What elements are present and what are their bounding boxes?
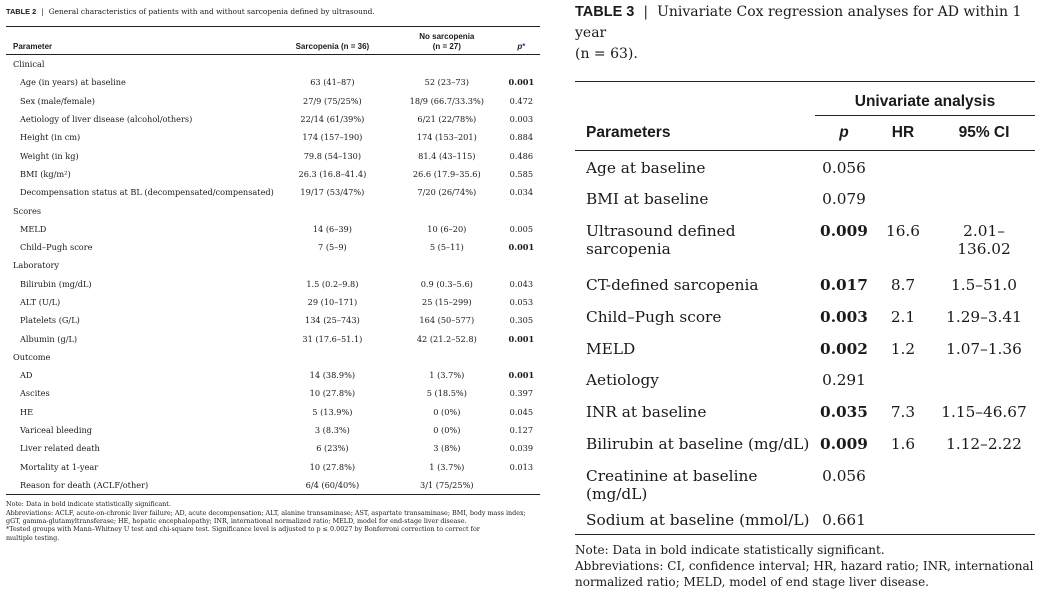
table2-cell-parameter: Age (in years) at baseline bbox=[20, 77, 126, 88]
table3-group-header-row bbox=[575, 82, 1035, 116]
table2-cell-no-sarcopenia: 6/21 (22/78%) bbox=[417, 114, 477, 125]
table2-cell-p: 0.001 bbox=[508, 77, 535, 88]
table3-cell-parameter: Child–Pugh score bbox=[586, 307, 722, 326]
table2-note-line: multiple testing. bbox=[6, 533, 60, 542]
table3-header-p bbox=[815, 116, 873, 151]
table3-cell-ci bbox=[933, 395, 1035, 427]
table2-row bbox=[6, 92, 540, 110]
table2-cell-parameter: AD bbox=[20, 370, 33, 381]
table2-cell-parameter: Weight (in kg) bbox=[20, 150, 79, 161]
table3-row bbox=[575, 459, 1035, 503]
table2-header-row bbox=[6, 27, 540, 55]
table3-label: TABLE 3 bbox=[575, 4, 635, 20]
table3-cell-ci-value: 1.12–2.22 bbox=[946, 435, 1022, 454]
table3-cell-ci bbox=[933, 300, 1035, 332]
table3-cell-parameter: BMI at baseline bbox=[586, 190, 709, 209]
table3-cell-hr: 8.7 bbox=[890, 276, 916, 295]
table3 bbox=[575, 2, 1035, 591]
table2-row bbox=[6, 220, 540, 238]
table2-cell-p: 0.001 bbox=[508, 242, 535, 253]
table2-label: TABLE 2 bbox=[6, 7, 37, 16]
table2-cell-p: 0.585 bbox=[509, 168, 534, 179]
table2-cell-p: 0.003 bbox=[509, 114, 534, 125]
table2-section-row bbox=[6, 256, 540, 274]
table2-grid bbox=[6, 26, 540, 495]
table2-cell-no-sarcopenia: 7/20 (26/74%) bbox=[417, 187, 477, 198]
table2-cell-parameter: BMI (kg/m²) bbox=[20, 168, 71, 179]
table3-cell-ci-value: 1.5–51.0 bbox=[950, 276, 1018, 295]
table2-cell-parameter: Mortality at 1-year bbox=[20, 461, 99, 472]
table3-cell-parameter: MELD bbox=[586, 339, 636, 358]
table2-cell-parameter: Ascites bbox=[20, 388, 50, 399]
table2-cell-no-sarcopenia: 164 (50–577) bbox=[419, 315, 475, 326]
table2-row bbox=[6, 238, 540, 256]
table2-row bbox=[6, 366, 540, 384]
table2-section-row bbox=[6, 55, 540, 74]
table2-cell-sarcopenia: 29 (10–171) bbox=[307, 297, 358, 307]
table2-cell-p: 0.486 bbox=[509, 150, 534, 161]
table3-row bbox=[575, 395, 1035, 427]
table2-cell-p: 0.001 bbox=[508, 370, 535, 381]
table2-section-label: Outcome bbox=[13, 351, 51, 362]
table2-cell-sarcopenia: 10 (27.8%) bbox=[309, 388, 356, 399]
table3-cell-p: 0.079 bbox=[822, 190, 866, 209]
table2 bbox=[6, 6, 540, 542]
table2-row bbox=[6, 403, 540, 421]
table2-section-row bbox=[6, 348, 540, 366]
table2-cell-sarcopenia: 14 (6–39) bbox=[312, 223, 352, 234]
table2-cell-p: 0.053 bbox=[509, 297, 534, 307]
table3-cell-p: 0.017 bbox=[820, 276, 868, 295]
table2-body bbox=[6, 55, 540, 495]
table2-header-no-sarcopenia bbox=[391, 27, 503, 55]
table2-cell-p: 0.472 bbox=[509, 95, 534, 106]
table2-cell-p: 0.127 bbox=[509, 425, 534, 436]
table3-header-p-letter: p bbox=[839, 124, 849, 141]
table3-note-line: normalized ratio; MELD, model of end stage liver disease. bbox=[575, 574, 929, 589]
table3-row bbox=[575, 214, 1035, 268]
table2-cell-sarcopenia: 174 (157–190) bbox=[302, 132, 363, 143]
table3-cell-ci bbox=[933, 182, 1035, 214]
table2-cell-parameter: Aetiology of liver disease (alcohol/others) bbox=[20, 114, 193, 125]
table2-row bbox=[6, 146, 540, 164]
table2-section-label: Clinical bbox=[13, 59, 45, 70]
table2-cell-sarcopenia: 3 (8.3%) bbox=[314, 425, 350, 436]
table3-header-hr: HR bbox=[873, 116, 933, 151]
table3-row bbox=[575, 268, 1035, 300]
table2-note-line: Note: Data in bold indicate statistically significant. bbox=[6, 500, 171, 509]
table2-row bbox=[6, 476, 540, 495]
table2-cell-no-sarcopenia: 0 (0%) bbox=[433, 425, 461, 436]
table2-note-line: *Tested groups with Mann–Whitney U test and chi-square test. Significance level is adjusted to p ≤ 0.0027 by Bonferroni correction to correct for bbox=[6, 525, 480, 534]
table2-cell-parameter: Platelets (G/L) bbox=[20, 315, 80, 326]
table2-cell-parameter: Sex (male/female) bbox=[20, 95, 95, 106]
table2-cell-sarcopenia: 6/4 (60/40%) bbox=[274, 476, 391, 495]
table2-caption bbox=[6, 6, 540, 18]
table3-notes bbox=[575, 543, 1035, 590]
table3-cell-ci bbox=[933, 214, 1035, 268]
table2-row bbox=[6, 293, 540, 311]
table2-section-label: Scores bbox=[13, 205, 42, 216]
table2-cell-no-sarcopenia: 1 (3.7%) bbox=[429, 461, 465, 472]
table2-notes bbox=[6, 500, 540, 542]
table3-cell-ci bbox=[933, 268, 1035, 300]
table3-cell-p: 0.035 bbox=[820, 403, 868, 422]
table2-header-sarcopenia: Sarcopenia (n = 36) bbox=[274, 27, 391, 55]
table2-row bbox=[6, 329, 540, 347]
table2-header-p-letter: p bbox=[517, 42, 523, 51]
table2-cell-parameter: ALT (U/L) bbox=[20, 297, 61, 307]
table2-cell-p: 0.013 bbox=[509, 461, 534, 472]
table3-group-header-spacer bbox=[575, 82, 815, 116]
table2-cell-sarcopenia: 19/17 (53/47%) bbox=[300, 187, 365, 198]
table2-cell-no-sarcopenia: 26.6 (17.9–35.6) bbox=[412, 168, 481, 179]
table3-row bbox=[575, 332, 1035, 364]
table3-row bbox=[575, 300, 1035, 332]
table2-cell-parameter: Albumin (g/L) bbox=[20, 333, 78, 344]
table3-note-line: Note: Data in bold indicate statistically significant. bbox=[575, 543, 885, 558]
table2-cell-parameter: Decompensation status at BL (decompensated/compensated) bbox=[20, 187, 274, 198]
table3-cell-hr bbox=[873, 503, 933, 535]
table2-cell-no-sarcopenia: 42 (21.2–52.8) bbox=[416, 333, 477, 344]
table2-cell-no-sarcopenia: 52 (23–73) bbox=[424, 77, 469, 88]
table3-header-parameters: Parameters bbox=[575, 116, 815, 151]
table3-cell-p: 0.056 bbox=[822, 159, 866, 177]
table2-header-no-sarcopenia-line1: No sarcopenia bbox=[419, 32, 475, 41]
table2-cell-sarcopenia: 6 (23%) bbox=[316, 443, 349, 454]
table3-cell-ci-value: 1.15–46.67 bbox=[941, 403, 1027, 422]
table2-cell-p: 0.305 bbox=[509, 315, 534, 326]
table2-note-line: gGT, gamma-glutamyltransferase; HE, hepatic encephalopathy; INR, international normalized ratio; MELD, model for end-stage liver disease. bbox=[6, 516, 467, 525]
table2-row bbox=[6, 275, 540, 293]
table3-cell-hr: 7.3 bbox=[890, 403, 916, 422]
table3-header-ci: 95% CI bbox=[933, 116, 1035, 151]
table2-cell-sarcopenia: 5 (13.9%) bbox=[312, 406, 353, 417]
table2-cell-no-sarcopenia: 3 (8%) bbox=[433, 443, 461, 454]
table3-cell-hr: 1.6 bbox=[890, 435, 916, 454]
table2-cell-no-sarcopenia: 5 (18.5%) bbox=[426, 388, 467, 399]
table3-cell-parameter: Ultrasound defined sarcopenia bbox=[586, 222, 736, 259]
table2-row bbox=[6, 421, 540, 439]
table2-cell-sarcopenia: 14 (38.9%) bbox=[309, 370, 356, 381]
table2-cell-parameter: Variceal bleeding bbox=[20, 425, 93, 436]
table2-row bbox=[6, 110, 540, 128]
table2-header-parameter: Parameter bbox=[6, 27, 274, 55]
table3-title-line2: (n = 63). bbox=[575, 46, 638, 62]
table2-title: General characteristics of patients with and without sarcopenia defined by ultrasound. bbox=[48, 7, 375, 16]
table2-header-no-sarcopenia-line2: (n = 27) bbox=[432, 42, 461, 51]
table3-cell-ci-value: 1.29–3.41 bbox=[946, 307, 1022, 326]
table2-row bbox=[6, 73, 540, 91]
table2-section-label: Laboratory bbox=[13, 260, 60, 271]
table2-cell-sarcopenia: 31 (17.6–51.1) bbox=[302, 333, 363, 344]
table3-header-row bbox=[575, 116, 1035, 151]
table3-cell-p: 0.291 bbox=[822, 371, 866, 390]
table3-row bbox=[575, 503, 1035, 535]
table2-cell-no-sarcopenia: 81.4 (43–115) bbox=[418, 150, 476, 161]
table2-cell-p: 0.045 bbox=[509, 406, 534, 417]
table3-cell-hr bbox=[873, 182, 933, 214]
table2-cell-no-sarcopenia: 174 (153–201) bbox=[416, 132, 477, 143]
table3-row bbox=[575, 182, 1035, 214]
table3-cell-hr: 2.1 bbox=[890, 307, 916, 326]
table3-cell-parameter: INR at baseline bbox=[586, 403, 707, 422]
table2-cell-parameter: Liver related death bbox=[20, 443, 100, 454]
table2-cell-parameter: Reason for death (ACLF/other) bbox=[6, 476, 274, 495]
table2-cell-parameter: Bilirubin (mg/dL) bbox=[20, 278, 92, 289]
table2-cell-no-sarcopenia: 0 (0%) bbox=[433, 406, 461, 417]
table2-cell-no-sarcopenia: 5 (5–11) bbox=[429, 242, 464, 253]
table2-caption-separator: | bbox=[41, 7, 44, 16]
table2-cell-no-sarcopenia: 18/9 (66.7/33.3%) bbox=[409, 95, 484, 106]
table2-row bbox=[6, 439, 540, 457]
table3-title-line1: Univariate Cox regression analyses for AD within 1 year bbox=[575, 4, 1022, 41]
table2-cell-parameter: MELD bbox=[20, 223, 47, 234]
table3-cell-ci bbox=[933, 363, 1035, 395]
table3-note-line: Abbreviations: CI, confidence interval; HR, hazard ratio; INR, international bbox=[575, 558, 1034, 573]
table2-row bbox=[6, 165, 540, 183]
table2-cell-sarcopenia: 26.3 (16.8–41.4) bbox=[298, 168, 367, 179]
table2-header-p-footnote-mark: * bbox=[522, 42, 526, 51]
table2-row bbox=[6, 458, 540, 476]
table3-cell-p: 0.009 bbox=[820, 222, 868, 241]
table2-cell-p: 0.005 bbox=[509, 223, 534, 234]
table3-row bbox=[575, 427, 1035, 459]
table2-cell-p: 0.043 bbox=[509, 278, 534, 289]
table3-cell-hr bbox=[873, 363, 933, 395]
table3-cell-ci bbox=[933, 151, 1035, 183]
table3-cell-ci bbox=[933, 503, 1035, 535]
table2-cell-sarcopenia: 10 (27.8%) bbox=[309, 461, 356, 472]
table2-cell-sarcopenia: 63 (41–87) bbox=[310, 77, 355, 88]
table3-cell-p: 0.009 bbox=[820, 435, 868, 454]
table3-grid bbox=[575, 81, 1035, 535]
table3-cell-parameter: Sodium at baseline (mmol/L) bbox=[575, 503, 815, 535]
table2-cell-p bbox=[503, 476, 540, 495]
table2-cell-p: 0.884 bbox=[509, 132, 534, 143]
table2-section-row bbox=[6, 201, 540, 219]
table2-cell-parameter: Child–Pugh score bbox=[20, 242, 93, 253]
table2-row bbox=[6, 311, 540, 329]
table3-group-header: Univariate analysis bbox=[815, 82, 1035, 116]
table3-cell-parameter: Aetiology bbox=[586, 371, 659, 390]
table2-cell-sarcopenia: 1.5 (0.2–9.8) bbox=[306, 278, 359, 289]
table2-cell-p: 0.001 bbox=[508, 333, 535, 344]
table2-cell-p: 0.397 bbox=[509, 388, 534, 399]
table2-row bbox=[6, 384, 540, 402]
table3-cell-parameter: Age at baseline bbox=[586, 159, 706, 177]
table3-cell-hr bbox=[873, 459, 933, 503]
table2-header-p bbox=[503, 27, 540, 55]
table3-cell-p: 0.056 bbox=[822, 466, 866, 485]
table3-cell-p: 0.661 bbox=[815, 503, 873, 535]
table3-cell-ci-value: 2.01– bbox=[963, 222, 1005, 241]
table2-cell-p: 0.034 bbox=[509, 187, 534, 198]
table2-row bbox=[6, 183, 540, 201]
table2-cell-parameter: HE bbox=[20, 406, 34, 417]
table3-body bbox=[575, 151, 1035, 535]
table3-cell-hr bbox=[873, 151, 933, 183]
table3-cell-p: 0.002 bbox=[820, 339, 868, 358]
table2-cell-no-sarcopenia: 10 (6–20) bbox=[427, 223, 467, 234]
table2-cell-no-sarcopenia: 25 (15–299) bbox=[422, 297, 472, 307]
table2-note-line: Abbreviations: ACLF, acute-on-chronic liver failure; AD, acute decompensation; ALT, alanine transaminase; AST, aspartate transaminase; BMI, body mass index; bbox=[6, 508, 526, 517]
table3-caption-separator: | bbox=[643, 4, 649, 20]
table3-cell-ci-value-cont: 136.02 bbox=[957, 240, 1011, 259]
table2-cell-no-sarcopenia: 0.9 (0.3–5.6) bbox=[420, 278, 473, 289]
table2-cell-sarcopenia: 27/9 (75/25%) bbox=[303, 95, 362, 106]
table3-row bbox=[575, 363, 1035, 395]
table2-cell-p: 0.039 bbox=[509, 443, 534, 454]
table3-cell-parameter: CT-defined sarcopenia bbox=[586, 276, 759, 295]
table3-cell-ci-value: 1.07–1.36 bbox=[946, 339, 1022, 358]
table2-cell-sarcopenia: 79.8 (54–130) bbox=[303, 150, 362, 161]
table2-cell-sarcopenia: 7 (5–9) bbox=[318, 242, 347, 253]
table3-cell-parameter: Bilirubin at baseline (mg/dL) bbox=[586, 435, 810, 454]
table2-cell-sarcopenia: 22/14 (61/39%) bbox=[300, 114, 365, 125]
table3-cell-ci bbox=[933, 332, 1035, 364]
table3-cell-p: 0.003 bbox=[820, 307, 868, 326]
table3-cell-hr: 16.6 bbox=[885, 222, 921, 241]
table3-row bbox=[575, 151, 1035, 183]
table2-cell-no-sarcopenia: 1 (3.7%) bbox=[429, 370, 465, 381]
table3-cell-hr: 1.2 bbox=[890, 339, 916, 358]
table2-cell-sarcopenia: 134 (25–743) bbox=[305, 315, 360, 326]
table3-cell-ci bbox=[933, 459, 1035, 503]
table3-cell-ci bbox=[933, 427, 1035, 459]
table3-caption bbox=[575, 2, 1035, 65]
table2-cell-parameter: Height (in cm) bbox=[20, 132, 81, 143]
table3-cell-parameter: Creatinine at baseline (mg/dL) bbox=[586, 466, 758, 503]
table2-cell-no-sarcopenia: 3/1 (75/25%) bbox=[391, 476, 503, 495]
table2-row bbox=[6, 128, 540, 146]
